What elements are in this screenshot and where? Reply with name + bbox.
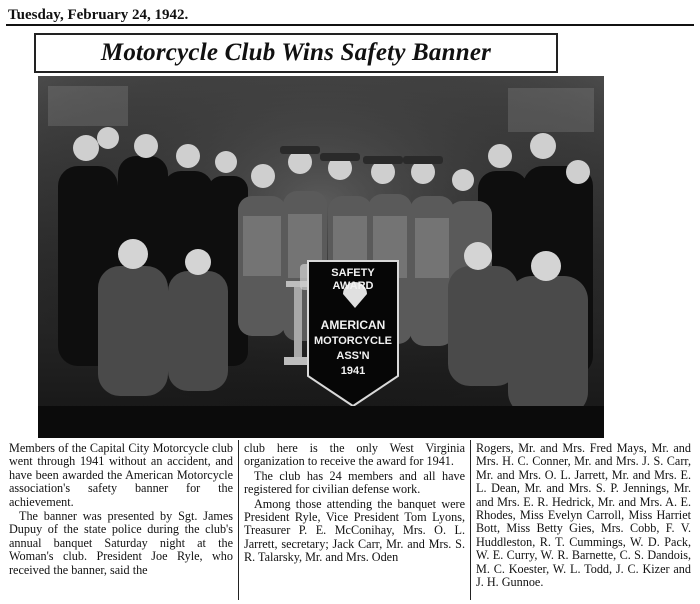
banner-line-3: AMERICAN [320, 318, 386, 332]
paragraph: Rogers, Mr. and Mrs. Fred Mays, Mr. and Mrs. H. C. Conner, Mr. and Mrs. J. S. Carr, Mr. and Mrs. O. L. Jarrett, Mr. and Mrs. E. L. Dean, Mr. and Mrs. S. P. Jennings, Mr. and Mrs. E. R. Hedrick, Mr. and Mrs. A. E. Rhodes, Miss Evelyn Carroll, Miss Harriet Bott, Miss Betty Gies, Mrs. Cobb, F. V. Huddleston, R. T. Cummings, W. D. Pack, W. E. Curry, W. R. Barnette, C. S. Dandois, M. C. Koester, W. L. Todd, J. C. Kizer and J. H. Gunnoe. [476, 441, 691, 590]
group-photo-illustration [38, 76, 604, 438]
article-column-1 [4, 440, 238, 600]
banner-line-1: SAFETY [331, 267, 375, 279]
banner-line-6: 1941 [340, 365, 366, 377]
article-body [4, 440, 696, 600]
banner-line-2: AWARD [332, 280, 374, 292]
paragraph: Among those attending the banquet were President Ryle, Vice President Tom Lyons, Treasurer P. E. McConihay, Mrs. O. L. Jarrett, secretary; Jack Carr, Mr. and Mrs. S. R. Talarsky, Mr. and Mrs. Oden [244, 496, 465, 565]
article-column-3 [470, 440, 696, 600]
dateline: Tuesday, February 24, 1942. [6, 6, 694, 26]
headline-box [34, 33, 558, 73]
safety-award-banner [308, 261, 398, 406]
group-photo [38, 76, 604, 438]
banner-line-4: MOTORCYCLE [313, 335, 393, 347]
paragraph: club here is the only West Virginia organization to receive the award for 1941. [244, 441, 465, 469]
article-column-2 [238, 440, 470, 600]
paragraph: The banner was presented by Sgt. James Dupuy of the state police during the club's annual banquet Saturday night at the Woman's club. President Joe Ryle, who received the banner, said the [9, 509, 233, 577]
paragraph: The club has 24 members and all have registered for civilian defense work. [244, 468, 465, 497]
headline: Motorcycle Club Wins Safety Banner [100, 39, 492, 66]
banner-line-5: ASS'N [336, 350, 370, 362]
paragraph: Members of the Capital City Motorcycle club went through 1941 without an accident, and have been awarded the American Motorcycle association's safety banner for the achievement. [9, 441, 233, 509]
